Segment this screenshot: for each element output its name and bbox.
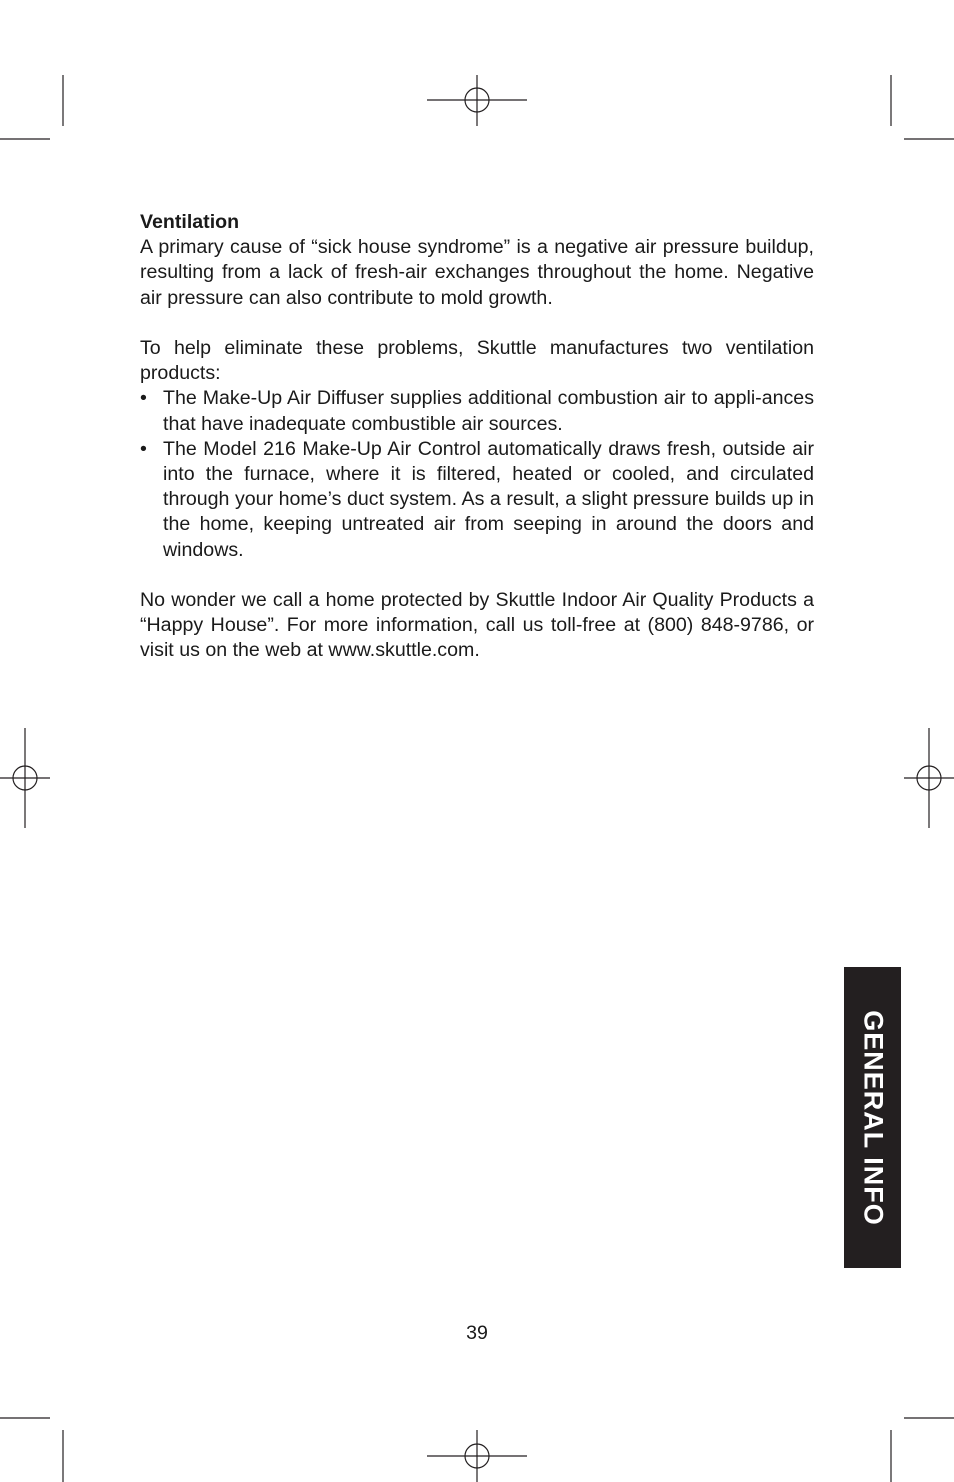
registration-mark-bottom bbox=[427, 1430, 527, 1482]
paragraph-spacer bbox=[140, 563, 814, 588]
registration-mark-right bbox=[904, 728, 954, 828]
products-intro-paragraph: To help eliminate these problems, Skuttle manufactures two ventilation products: bbox=[140, 337, 814, 385]
paragraph-spacer bbox=[140, 311, 814, 336]
list-item bbox=[140, 386, 814, 436]
bullet-icon: • bbox=[140, 437, 147, 460]
section-heading: Ventilation bbox=[140, 211, 240, 233]
registration-mark-top bbox=[427, 75, 527, 126]
list-item-text: The Model 216 Make-Up Air Control automatically draws fresh, outside air into the furnace, where it is filtered, heated or cooled, and circulated through your home’s duct system. As a result, a slight pressure builds up in the home, keeping untreated air from seeping in around the doors and windows. bbox=[163, 437, 814, 561]
page-content bbox=[140, 210, 814, 664]
closing-paragraph: No wonder we call a home protected by Skuttle Indoor Air Quality Products a “Happy House”. For more information, call us toll-free at (800) 848-9786, or visit us on the web at www.skuttle.com. bbox=[140, 589, 814, 662]
list-item-text: The Make-Up Air Diffuser supplies additional combustion air to appli-ances that have inadequate combustible air sources. bbox=[163, 387, 814, 435]
section-tab-label: GENERAL INFO bbox=[858, 1009, 888, 1226]
list-item bbox=[140, 437, 814, 563]
product-list bbox=[140, 386, 814, 562]
registration-mark-left bbox=[0, 728, 50, 828]
page-number: 39 bbox=[466, 1322, 488, 1344]
bullet-icon: • bbox=[140, 387, 147, 410]
section-tab bbox=[844, 967, 901, 1268]
intro-paragraph: A primary cause of “sick house syndrome” is a negative air pressure buildup, resulting from a lack of fresh-air exchanges throughout the home. Negative air pressure can also contribute to mold growth. bbox=[140, 236, 814, 309]
